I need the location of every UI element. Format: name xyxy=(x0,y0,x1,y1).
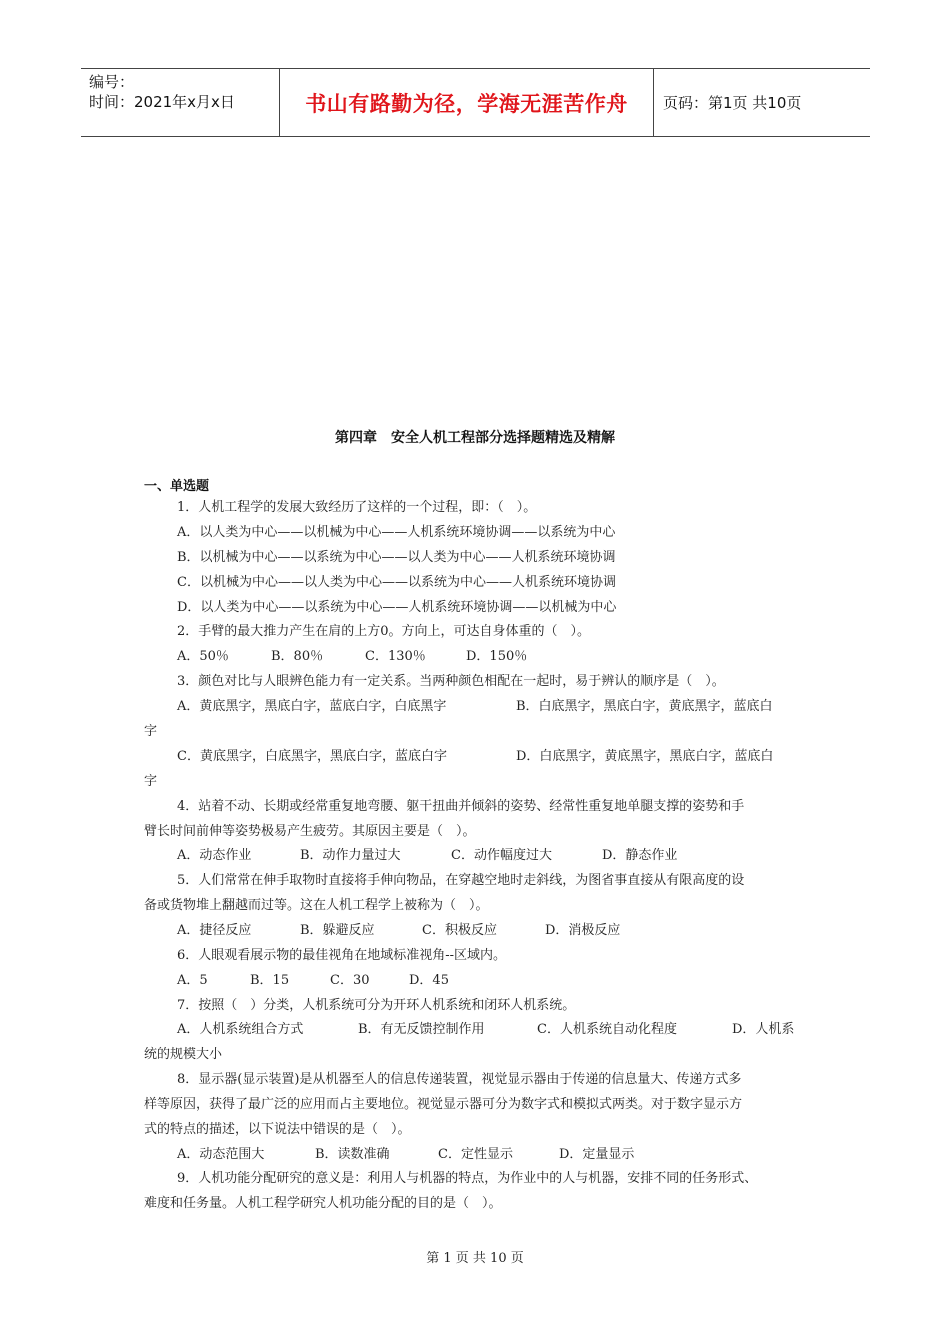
time-label: 时间：2021年x月x日 xyxy=(89,93,235,111)
q5-option-a: A．捷径反应 xyxy=(177,923,252,938)
header-page-info: 页码：第1页 共10页 xyxy=(663,94,802,112)
question-5-cont: 备或货物堆上翻越而过等。这在人机工程学上被称为（ ）。 xyxy=(144,898,489,913)
q7-option-b: B．有无反馈控制作用 xyxy=(358,1022,485,1037)
question-2: 2．手臂的最大推力产生在肩的上方0。方向上，可达自身体重的（ ）。 xyxy=(177,624,591,639)
question-6: 6．人眼观看展示物的最佳视角在地域标准视角--区域内。 xyxy=(177,948,507,963)
question-8-cont-2: 式的特点的描述，以下说法中错误的是（ ）。 xyxy=(144,1122,411,1137)
q3-option-d: D．白底黑字，黄底黑字，黑底白字，蓝底白 xyxy=(516,749,774,764)
question-3: 3．颜色对比与人眼辨色能力有一定关系。当两种颜色相配在一起时，易于辨认的顺序是（ ）。 xyxy=(177,674,725,689)
q2-option-a: A．50％ xyxy=(177,649,229,664)
chapter-title: 第四章 安全人机工程部分选择题精选及精解 xyxy=(335,430,615,446)
q5-option-c: C．积极反应 xyxy=(422,923,497,938)
question-9: 9．人机功能分配研究的意义是：利用人与机器的特点，为作业中的人与机器，安排不同的任务形式、 xyxy=(177,1171,758,1186)
q7-option-a: A．人机系统组合方式 xyxy=(177,1022,304,1037)
q7-option-d: D．人机系 xyxy=(732,1022,795,1037)
q4-option-c: C．动作幅度过大 xyxy=(451,848,552,863)
q5-option-d: D．消极反应 xyxy=(545,923,621,938)
question-5: 5．人们常常在伸手取物时直接将手伸向物品，在穿越空地时走斜线，为图省事直接从有限高度的设 xyxy=(177,873,745,888)
q5-option-b: B．躲避反应 xyxy=(300,923,375,938)
q6-option-b: B．15 xyxy=(250,973,290,988)
q2-option-d: D．150％ xyxy=(466,649,528,664)
page-header xyxy=(81,68,870,137)
q3-option-c: C．黄底黑字，白底黑字，黑底白字，蓝底白字 xyxy=(177,749,447,764)
q6-option-a: A．5 xyxy=(177,973,208,988)
q6-option-c: C．30 xyxy=(330,973,370,988)
q8-option-d: D．定量显示 xyxy=(559,1147,635,1162)
section-heading: 一、单选题 xyxy=(144,479,210,494)
question-4: 4．站着不动、长期或经常重复地弯腰、躯干扭曲并倾斜的姿势、经常性重复地单腿支撑的姿势和手 xyxy=(177,799,745,814)
header-motto: 书山有路勤为径，学海无涯苦作舟 xyxy=(280,69,654,136)
q3-option-b: B．白底黑字，黑底白字，黄底黑字，蓝底白 xyxy=(516,699,773,714)
q8-option-c: C．定性显示 xyxy=(438,1147,513,1162)
q1-option-b: B．以机械为中心——以系统为中心——以人类为中心——人机系统环境协调 xyxy=(177,550,616,565)
q3-option-a: A．黄底黑字，黑底白字，蓝底白字，白底黑字 xyxy=(177,699,447,714)
q8-option-a: A．动态范围大 xyxy=(177,1147,265,1162)
q4-option-d: D．静态作业 xyxy=(602,848,678,863)
q3-option-d-cont: 字 xyxy=(144,774,158,789)
q6-option-d: D．45 xyxy=(409,973,449,988)
q1-option-a: A．以人类为中心——以机械为中心——人机系统环境协调——以系统为中心 xyxy=(177,525,616,540)
question-4-cont: 臂长时间前伸等姿势极易产生疲劳。其原因主要是（ ）。 xyxy=(144,824,476,839)
q4-option-a: A．动态作业 xyxy=(177,848,252,863)
q2-option-c: C．130％ xyxy=(365,649,426,664)
header-meta xyxy=(81,69,280,136)
q8-option-b: B．读数准确 xyxy=(315,1147,390,1162)
question-7: 7．按照（ ）分类，人机系统可分为开环人机系统和闭环人机系统。 xyxy=(177,998,576,1013)
question-9-cont: 难度和任务量。人机工程学研究人机功能分配的目的是（ ）。 xyxy=(144,1196,502,1211)
page-footer: 第 1 页 共 10 页 xyxy=(426,1251,524,1266)
q3-option-b-cont: 字 xyxy=(144,724,158,739)
q7-option-d-cont: 统的规模大小 xyxy=(144,1047,223,1062)
question-8: 8．显示器(显示装置)是从机器至人的信息传递装置，视觉显示器由于传递的信息量大、传递方式多 xyxy=(177,1072,742,1087)
q1-option-c: C．以机械为中心——以人类为中心——以系统为中心——人机系统环境协调 xyxy=(177,575,616,590)
q1-option-d: D．以人类为中心——以系统为中心——人机系统环境协调——以机械为中心 xyxy=(177,600,617,615)
q7-option-c: C．人机系统自动化程度 xyxy=(537,1022,677,1037)
question-8-cont-1: 样等原因，获得了最广泛的应用而占主要地位。视觉显示器可分为数字式和模拟式两类。对于数字显示方 xyxy=(144,1097,743,1112)
question-1: 1．人机工程学的发展大致经历了这样的一个过程，即：（ ）。 xyxy=(177,500,537,515)
q4-option-b: B．动作力量过大 xyxy=(300,848,401,863)
number-label: 编号： xyxy=(89,73,135,91)
q2-option-b: B．80％ xyxy=(271,649,324,664)
